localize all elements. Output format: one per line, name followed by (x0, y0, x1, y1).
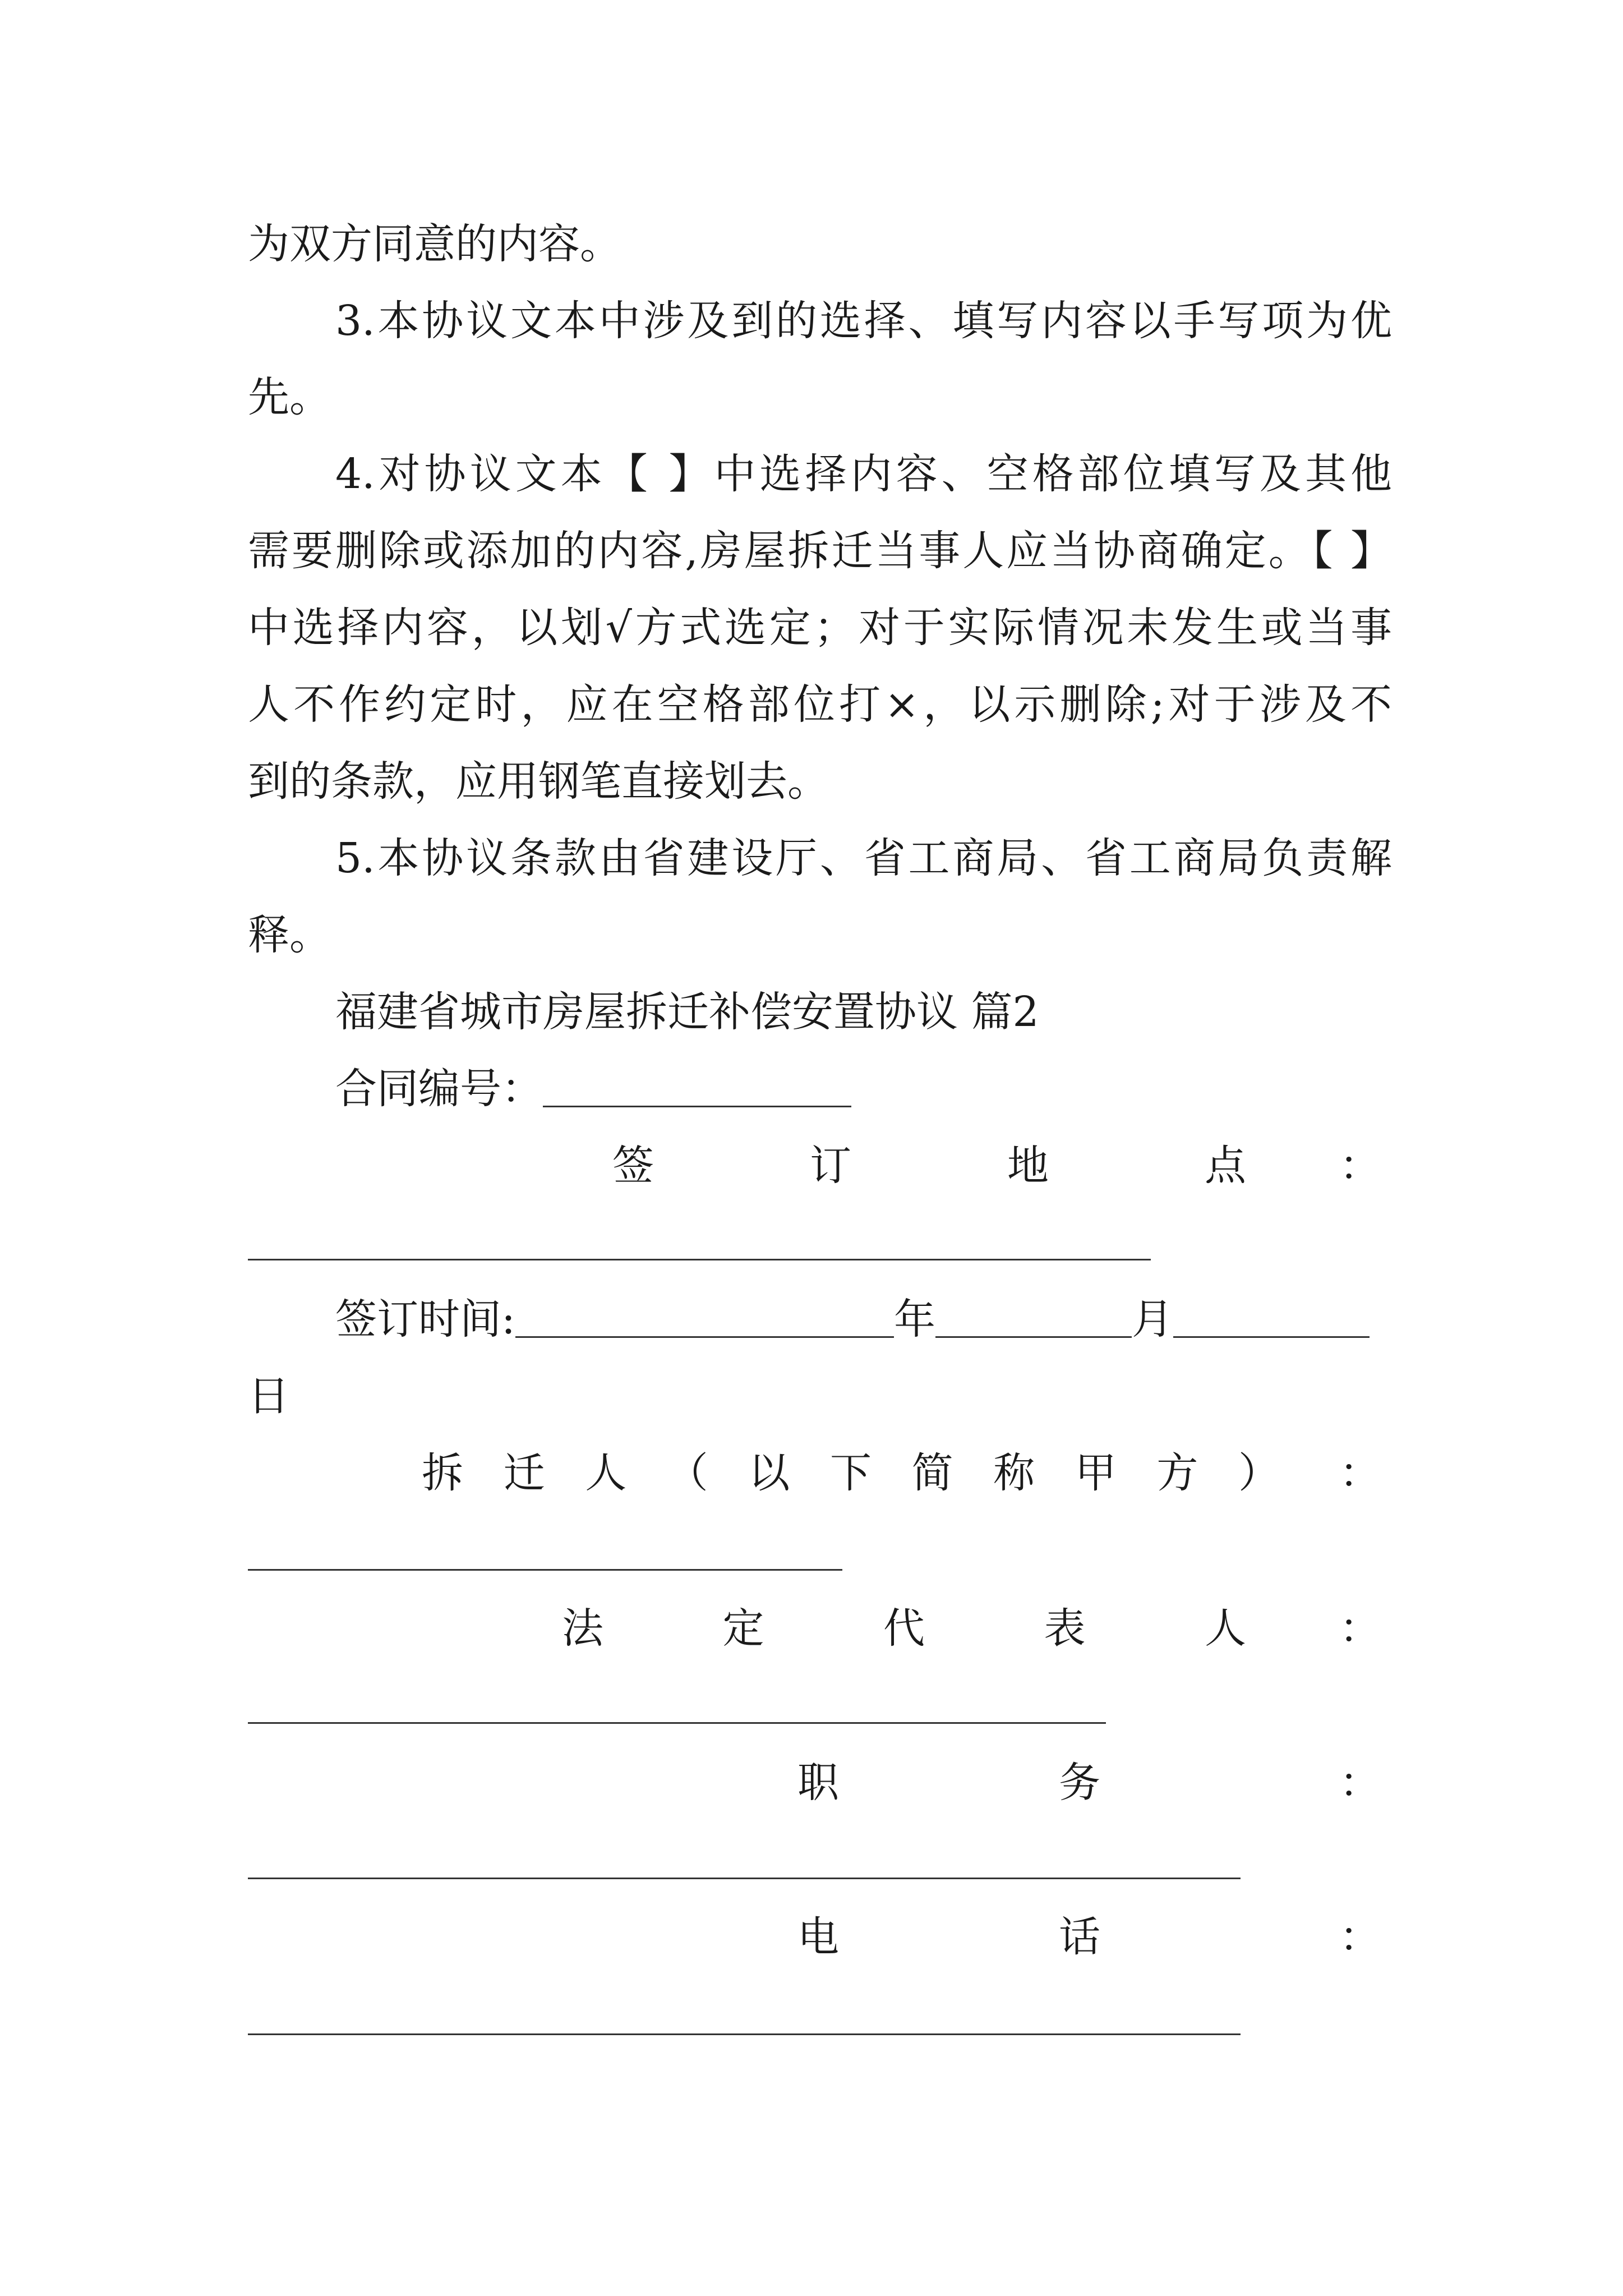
paragraph-4-line-5: 到的条款，应用钢笔直接划去。 (248, 757, 829, 806)
party-a-label (422, 1445, 1280, 1501)
legal-rep-label (562, 1600, 1246, 1657)
legal-rep-colon: ： (1339, 1604, 1381, 1653)
label-char: 甲 (1075, 1449, 1117, 1497)
label-char: 电 (797, 1913, 839, 1961)
party-a-row (248, 1445, 1392, 1501)
sign-time-row (335, 1291, 1392, 1347)
label-char: 法 (562, 1604, 603, 1653)
label-char: 订 (810, 1142, 851, 1190)
legal-rep-field[interactable] (248, 1722, 1106, 1724)
paragraph-4-line-2: 需要删除或添加的内容,房屋拆迁当事人应当协商确定。【 】 (248, 527, 1392, 575)
sign-time-day-label: 日 (248, 1372, 289, 1420)
label-char: 话 (1059, 1913, 1100, 1961)
phone-colon: ： (1339, 1913, 1381, 1961)
label-char: 下 (829, 1449, 872, 1497)
paragraph-4-line-4: 人不作约定时，应在空格部位打×，以示删除;对于涉及不 (248, 680, 1392, 729)
position-colon: ： (1339, 1759, 1381, 1807)
sign-place-field[interactable] (248, 1259, 1151, 1260)
label-char: 定 (722, 1604, 764, 1653)
label-char: 称 (993, 1449, 1035, 1497)
label-char: 方 (1156, 1449, 1198, 1497)
label-char: 迁 (503, 1449, 545, 1497)
label-char: 点 (1205, 1142, 1246, 1190)
label-char: （ (666, 1449, 708, 1497)
phone-label (797, 1909, 1100, 1965)
party-a-field[interactable] (248, 1569, 842, 1571)
paragraph-4-line-3: 中选择内容，以划√方式选定；对于实际情况未发生或当事 (248, 604, 1392, 652)
position-row (248, 1755, 1392, 1811)
sign-place-colon: ： (1339, 1142, 1381, 1190)
label-char: 地 (1007, 1142, 1049, 1190)
label-char: 以 (748, 1449, 790, 1497)
paragraph-2-tail: 为双方同意的内容。 (248, 220, 621, 268)
sign-time-month-field[interactable] (935, 1291, 1132, 1338)
party-a-colon: ： (1339, 1449, 1381, 1497)
contract-number-field[interactable] (543, 1061, 851, 1107)
label-char: 代 (883, 1604, 925, 1653)
contract-number-label: 合同编号： (335, 1065, 543, 1113)
label-char: 拆 (422, 1449, 463, 1497)
paragraph-5-line-2: 释。 (248, 911, 331, 959)
label-char: 务 (1059, 1759, 1100, 1807)
label-char: 职 (797, 1759, 839, 1807)
label-char: 人 (1205, 1604, 1246, 1653)
sign-time-year-label: 年 (893, 1295, 935, 1343)
paragraph-3-line-1: 3.本协议文本中涉及到的选择、填写内容以手写项为优 (335, 297, 1392, 345)
paragraph-4-line-1: 4.对协议文本【 】中选择内容、空格部位填写及其他 (335, 450, 1392, 498)
position-label (797, 1755, 1100, 1811)
label-char: 表 (1044, 1604, 1086, 1653)
sign-place-row (248, 1138, 1392, 1194)
sign-time-year-field[interactable] (515, 1291, 894, 1338)
label-char: 签 (612, 1142, 654, 1190)
phone-field[interactable] (248, 2033, 1241, 2035)
legal-rep-row (248, 1600, 1392, 1657)
contract-number-row (335, 1061, 1392, 1117)
sign-time-month-label: 月 (1131, 1295, 1173, 1343)
label-char: 简 (911, 1449, 953, 1497)
sign-time-day-field[interactable] (1173, 1291, 1370, 1338)
sign-time-label: 签订时间: (335, 1295, 515, 1343)
label-char: 人 (585, 1449, 627, 1497)
paragraph-5-line-1: 5.本协议条款由省建设厅、省工商局、省工商局负责解 (335, 834, 1392, 882)
phone-row (248, 1909, 1392, 1965)
sign-place-label (612, 1138, 1246, 1194)
label-char: ） (1238, 1449, 1280, 1497)
position-field[interactable] (248, 1878, 1241, 1879)
section-heading: 福建省城市房屋拆迁补偿安置协议 篇2 (335, 988, 1039, 1036)
paragraph-3-line-2: 先。 (248, 373, 331, 421)
